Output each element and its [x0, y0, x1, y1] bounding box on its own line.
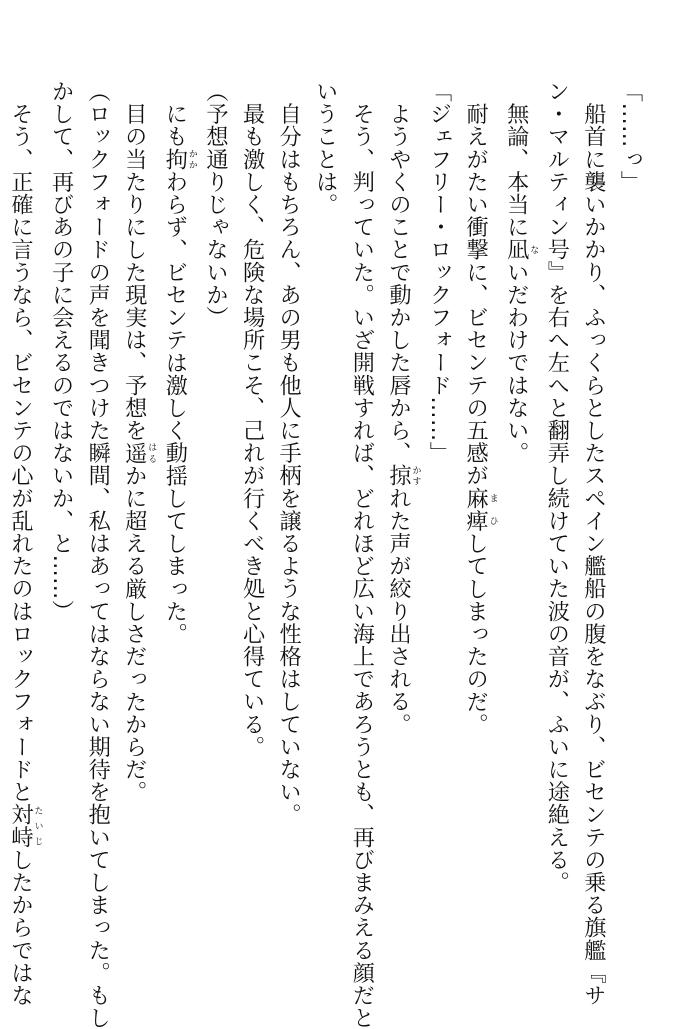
text-line: 船首に襲いかかり、ふっくらとしたスペイン艦船の腹をなぶり、ビセンテの乗る旗艦『サ [580, 80, 607, 1007]
ruby-annotation: 拘 かか [161, 147, 197, 171]
text-line: かして、再びあの子に会えるのではないか、と……） [48, 80, 75, 623]
ruby-reading: まひ [487, 486, 498, 533]
text-line: 耐えがたい衝撃に、ビセンテの五感が麻痺 まひしてしまったのだ。 [462, 80, 498, 736]
ruby-reading: かす [410, 464, 421, 487]
ruby-reading: たいじ [32, 803, 43, 849]
ruby-reading: はる [146, 441, 157, 465]
text-line: いうことは。 [312, 80, 339, 216]
text-line: 「……っ」 [617, 80, 643, 193]
text-line: （予想通りじゃないか） [202, 80, 229, 329]
ruby-reading: な [528, 238, 539, 261]
ruby-annotation: 対峙 たいじ [7, 803, 43, 849]
text-line: 最も激しく、危険な場所こそ、己れが行くべき処と心得ている。 [239, 80, 266, 758]
text-line: 無論、本当に凪 ないだわけではない。 [503, 80, 539, 465]
text-line: そう、正確に言うなら、ビセンテの心が乱れたのはロックフォードと対峙 たいじしたからではな [7, 80, 43, 1007]
text-line: （ロックフォードの声を聞きつけた瞬間、私はあってはならない期待を抱いてしまった。もし [84, 80, 111, 1029]
text-line: にも拘 かかわらず、ビセンテは激しく動揺してしまった。 [161, 80, 197, 646]
ruby-annotation: 凪 な [503, 238, 539, 261]
text-line: 「ジェフリー・ロックフォード……」 [426, 80, 453, 465]
vertical-text-block [2, 80, 648, 1029]
text-line: 目の当たりにした現実は、予想を遥 はるかに超える厳しさだったからだ。 [121, 80, 157, 804]
text-line: ようやくのことで動かした唇から、掠 かすれた声が絞り出される。 [385, 80, 421, 736]
text-line: 自分はもちろん、あの男も他人に手柄を譲るような性格はしていない。 [275, 80, 302, 826]
text-line: そう、判っていた。いざ開戦すれば、どれほど広い海上であろうとも、再びまみえる顔だと [348, 80, 375, 1029]
ruby-reading: かか [186, 147, 197, 171]
text-line: ン・マルティン号』を右へ左へと翻弄し続けていた波の音が、ふいに途絶える。 [543, 80, 570, 894]
ruby-annotation: 麻痺 まひ [462, 486, 498, 533]
ruby-annotation: 掠 かす [385, 464, 421, 487]
ruby-annotation: 遥 はる [121, 441, 157, 465]
